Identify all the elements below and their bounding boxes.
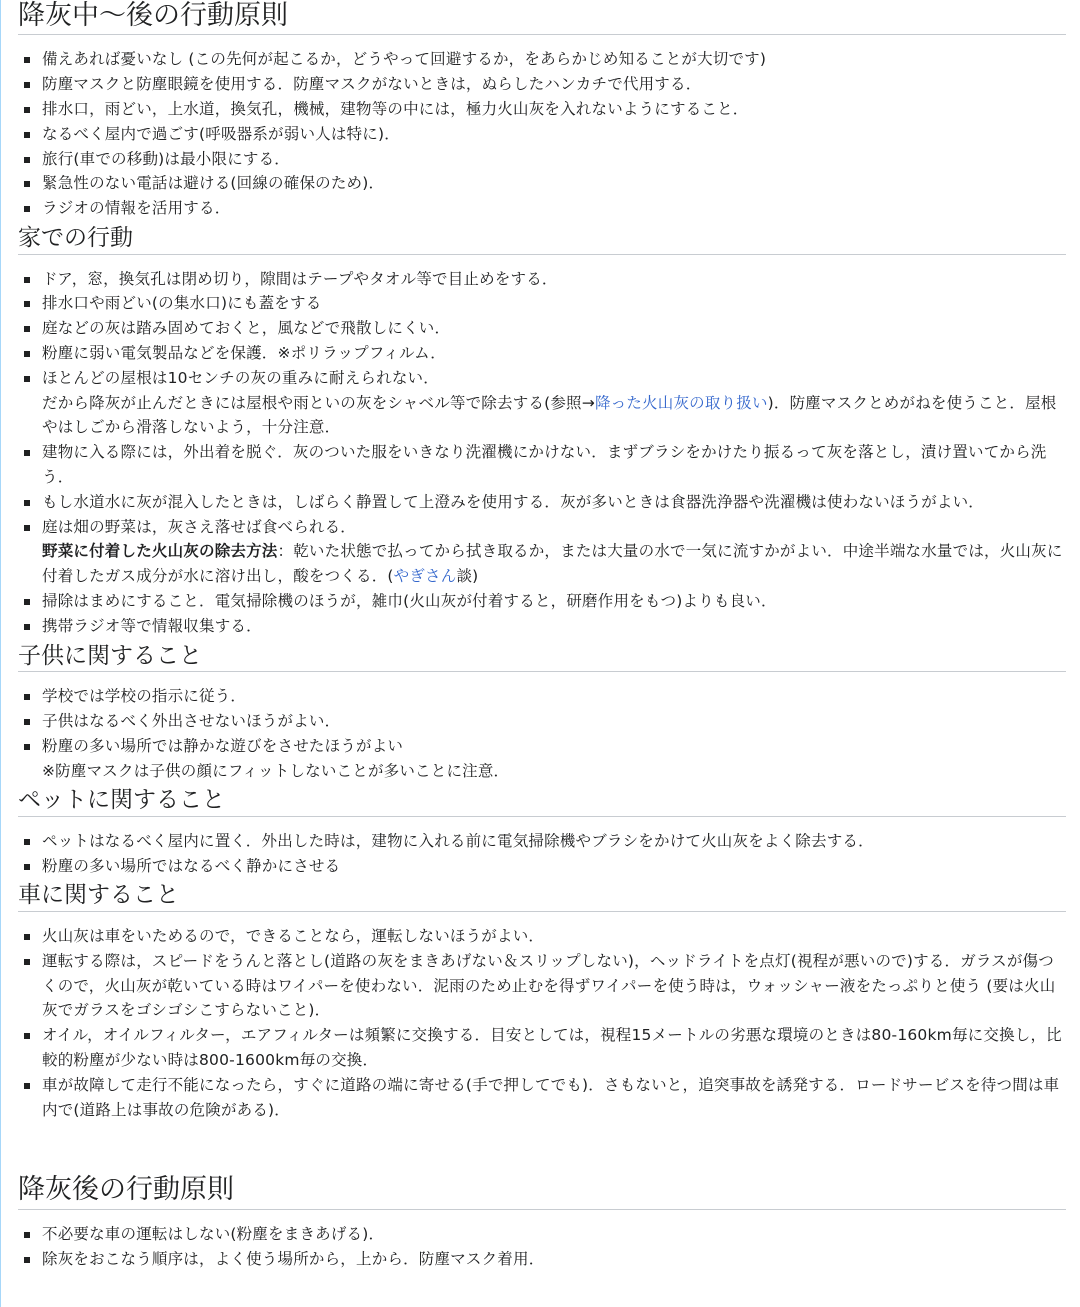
- ash-handling-link[interactable]: 降った火山灰の取り扱い: [594, 393, 768, 412]
- list-item: 緊急性のない電話は避ける(回線の確保のため)．: [18, 171, 1066, 196]
- veg-method-title: 野菜に付着した火山灰の除去方法: [42, 542, 278, 561]
- list-item: 不必要な車の運転はしない(粉塵をまきあげる)．: [18, 1222, 1066, 1247]
- children-line2: ※防塵マスクは子供の顔にフィットしないことが多いことに注意．: [42, 761, 510, 780]
- list-item: 粉塵の多い場所ではなるべく静かにさせる: [18, 854, 1066, 879]
- heading-during-ashfall: 降灰中〜後の行動原則: [18, 0, 1066, 35]
- list-item: 運転する際は，スピードをうんと落とし(道路の灰をまきあげない＆スリップしない)，ヘッドライトを点灯(視程が悪いので)する．ガラスが傷つくので，火山灰が乾いている時はワイパーを使わない．泥雨のため止むを得ずワイパーを使う時は，ウォッシャー液をたっぷりと使う (要は火山灰でガラスをゴシゴシこすらないこと)．: [18, 949, 1066, 1023]
- list-item: 排水口，雨どい，上水道，換気孔，機械，建物等の中には，極力火山灰を入れないようにすること．: [18, 97, 1066, 122]
- list-item: 庭などの灰は踏み固めておくと，風などで飛散しにくい．: [18, 316, 1066, 341]
- article-content: [1, 0, 1080, 1271]
- list-item: ペットはなるべく屋内に置く．外出した時は，建物に入れる前に電気掃除機やブラシをかけて火山灰をよく除去する．: [18, 829, 1066, 854]
- heading-pets: ペットに関すること: [18, 787, 1066, 817]
- veg-method-text: ：乾いた状態で払ってから拭き取るか，または大量の水で一気に流すかがよい．中途半端な水量では，火山灰に付着したガス成分が水に溶け出し，酸をつくる．(: [42, 542, 1063, 586]
- veg-after: 談): [456, 567, 479, 586]
- roof-line1: ほとんどの屋根は10センチの灰の重みに耐えられない．: [42, 368, 439, 387]
- list-item-roof: [18, 366, 1066, 440]
- veg-line1: 庭は畑の野菜は，灰さえ落せば食べられる．: [42, 517, 357, 536]
- list-item: 旅行(車での移動)は最小限にする．: [18, 147, 1066, 172]
- list-item: 子供はなるべく外出させないほうがよい．: [18, 709, 1066, 734]
- children-line1: 粉塵の多い場所では静かな遊びをさせたほうがよい: [42, 736, 404, 755]
- list-after-ashfall: [18, 1210, 1066, 1272]
- list-item-children-play: [18, 734, 1066, 784]
- heading-children: 子供に関すること: [18, 643, 1066, 673]
- list-pets: [18, 817, 1066, 879]
- roof-text-before: だから降灰が止んだときには屋根や雨といの灰をシャベル等で除去する(参照→: [42, 393, 595, 412]
- list-cars: [18, 912, 1066, 1122]
- list-item: 学校では学校の指示に従う．: [18, 684, 1066, 709]
- heading-home: 家での行動: [18, 225, 1066, 255]
- list-item: 備えあれば憂いなし (この先何が起こるか，どうやって回避するか，をあらかじめ知ることが大切です): [18, 47, 1066, 72]
- list-item: 携帯ラジオ等で情報収集する．: [18, 614, 1066, 639]
- list-item: 粉塵に弱い電気製品などを保護．※ポリラップフィルム．: [18, 341, 1066, 366]
- list-item-vegetables: [18, 515, 1066, 589]
- list-item: 防塵マスクと防塵眼鏡を使用する．防塵マスクがないときは，ぬらしたハンカチで代用する．: [18, 72, 1066, 97]
- list-item: 除灰をおこなう順序は，よく使う場所から，上から．防塵マスク着用．: [18, 1247, 1066, 1272]
- list-item: 掃除はまめにすること．電気掃除機のほうが，雑巾(火山灰が付着すると，研磨作用をもつ)よりも良い．: [18, 589, 1066, 614]
- list-item: オイル，オイルフィルター，エアフィルターは頻繁に交換する．目安としては，視程15メートルの劣悪な環境のときは80-160km毎に交換し，比較的粉塵が少ない時は800-1600km毎の交換．: [18, 1023, 1066, 1073]
- yagisan-link[interactable]: やぎさん: [393, 567, 457, 586]
- list-item: ラジオの情報を活用する．: [18, 196, 1066, 221]
- list-item: なるべく屋内で過ごす(呼吸器系が弱い人は特に)．: [18, 122, 1066, 147]
- roof-text-after: )．防塵マスクとめがねを使うこと．屋根やはしごから滑落しないよう，十分注意．: [42, 393, 1057, 437]
- heading-after-ashfall: 降灰後の行動原則: [18, 1174, 1066, 1209]
- list-item: 建物に入る際には，外出着を脱ぐ．灰のついた服をいきなり洗濯機にかけない．まずブラシをかけたり振るって灰を落とし，漬け置いてから洗う．: [18, 440, 1066, 490]
- list-children: [18, 672, 1066, 783]
- list-item: 火山灰は車をいためるので，できることなら，運転しないほうがよい．: [18, 924, 1066, 949]
- list-item: もし水道水に灰が混入したときは，しばらく静置して上澄みを使用する．灰が多いときは食器洗浄器や洗濯機は使わないほうがよい．: [18, 490, 1066, 515]
- list-during-ashfall: [18, 35, 1066, 221]
- heading-cars: 車に関すること: [18, 882, 1066, 912]
- list-item: ドア，窓，換気孔は閉め切り，隙間はテープやタオル等で目止めをする．: [18, 267, 1066, 292]
- section-spacer: [18, 1122, 1066, 1174]
- list-item: 車が故障して走行不能になったら，すぐに道路の端に寄せる(手で押してでも)．さもないと，追突事故を誘発する．ロードサービスを待つ間は車内で(道路上は事故の危険がある)．: [18, 1073, 1066, 1123]
- list-item: 排水口や雨どい(の集水口)にも蓋をする: [18, 291, 1066, 316]
- list-home: [18, 255, 1066, 639]
